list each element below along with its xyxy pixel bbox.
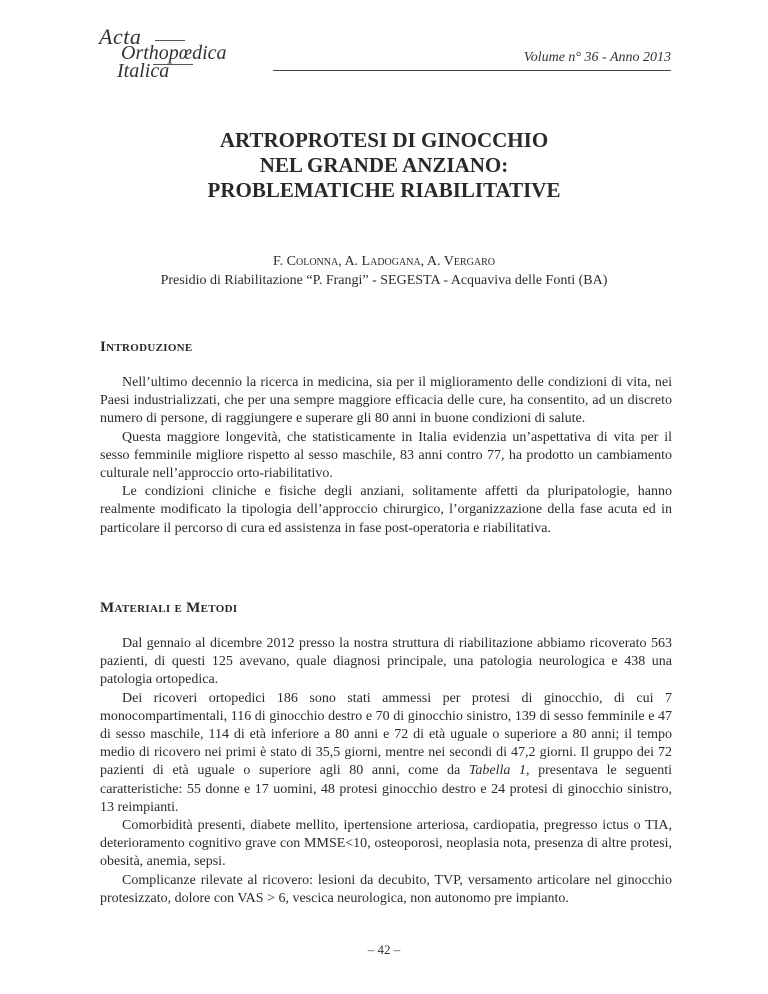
logo-line-orthopaedica: Orthopœdica: [121, 42, 227, 64]
paragraph: [100, 690, 672, 817]
paragraph: Complicanze rilevate al ricovero: lesioni da decubito, TVP, versamento articolare nel ginocchio protesizzato, dolore con VAS > 6, vescica neurologica, non autonomo pre impianto.: [100, 872, 672, 906]
methods-body: [100, 635, 672, 908]
paragraph: Nell’ultimo decennio la ricerca in medicina, sia per il miglioramento delle condizioni di vita, nei Paesi industrializzati, che per una sempre maggiore efficacia delle cure, ha consentito, ad un discreto numero di persone, di raggiungere e superare gli 80 anni in buone condizioni di salute.: [100, 375, 672, 427]
title-line: PROBLEMATICHE RIABILITATIVE: [207, 178, 561, 202]
introduction-body: [100, 374, 672, 538]
volume-label: Volume n° 36 - Anno 2013: [523, 50, 671, 65]
paragraph: Le condizioni cliniche e fisiche degli anziani, solitamente affetti da pluripatologie, hanno realmente modificato la tipologia dell’approccio chirurgico, l’organizzazione della fase acuta ed in particolare il percorso di cura ed assistenza in fase post-operatoria e riabilitativa.: [100, 484, 672, 536]
title-line: NEL GRANDE ANZIANO:: [259, 153, 509, 177]
header-divider: [273, 70, 671, 71]
page-number: – 42 –: [367, 942, 401, 957]
journal-logo: [95, 22, 275, 80]
paragraph-text: , presentava le seguenti caratteristiche: 55 donne e 17 uomini, 48 protesi ginocchio destro e 24 protesi di ginocchio sinistro, 13 reimpianti.: [100, 763, 672, 815]
article-title: [100, 128, 668, 203]
logo-line-acta: Acta: [99, 24, 142, 49]
table-reference: Tabella 1: [468, 763, 527, 779]
logo-line-italica: Italica: [117, 60, 170, 82]
paragraph: Comorbidità presenti, diabete mellito, ipertensione arteriosa, cardiopatia, pregresso ictus o TIA, deterioramento cognitivo grave con MMSE<10, osteoporosi, neoplasia nota, presenza di altre protesi, obesità, anemia, sepsi.: [100, 818, 672, 870]
author-names: F. Colonna, A. Ladogana, A. Vergaro: [273, 254, 495, 269]
page-header: [95, 22, 675, 82]
author-affiliation: Presidio di Riabilitazione “P. Frangi” - SEGESTA - Acquaviva delle Fonti (BA): [160, 273, 608, 288]
paragraph: Dal gennaio al dicembre 2012 presso la nostra struttura di riabilitazione abbiamo ricoverato 563 pazienti, di questi 125 avevano, quale diagnosi principale, una patologia neurologica e 438 una patologia ortopedica.: [100, 636, 672, 688]
section-heading-materiali-metodi: Materiali e Metodi: [100, 600, 238, 616]
paragraph-text: Dei ricoveri ortopedici 186 sono stati ammessi per protesi di ginocchio, di cui 7 monocompartimentali, 116 di ginocchio destro e 70 di ginocchio sinistro, 139 di sesso femminile e 47 di sesso maschile, 114 di età inferiore a 80 anni e 72 di età uguale o superiore a 80 anni; il tempo medio di ricovero nei primi è stato di 35,5 giorni, mentre nei secondi di 47,2 giorni. Il gruppo dei 72 pazienti di età uguale o superiore agli 80 anni, come da: [100, 690, 672, 779]
logo-rule: [155, 40, 185, 41]
section-heading-introduzione: Introduzione: [100, 339, 193, 355]
title-line: ARTROPROTESI DI GINOCCHIO: [219, 128, 549, 152]
author-block: [80, 252, 688, 290]
paragraph: Questa maggiore longevità, che statisticamente in Italia evidenzia un’aspettativa di vita per il sesso femminile migliore rispetto al sesso maschile, 83 anni contro 77, ha prodotto un cambiamento culturale nell’approccio orto-riabilitativo.: [100, 429, 672, 482]
